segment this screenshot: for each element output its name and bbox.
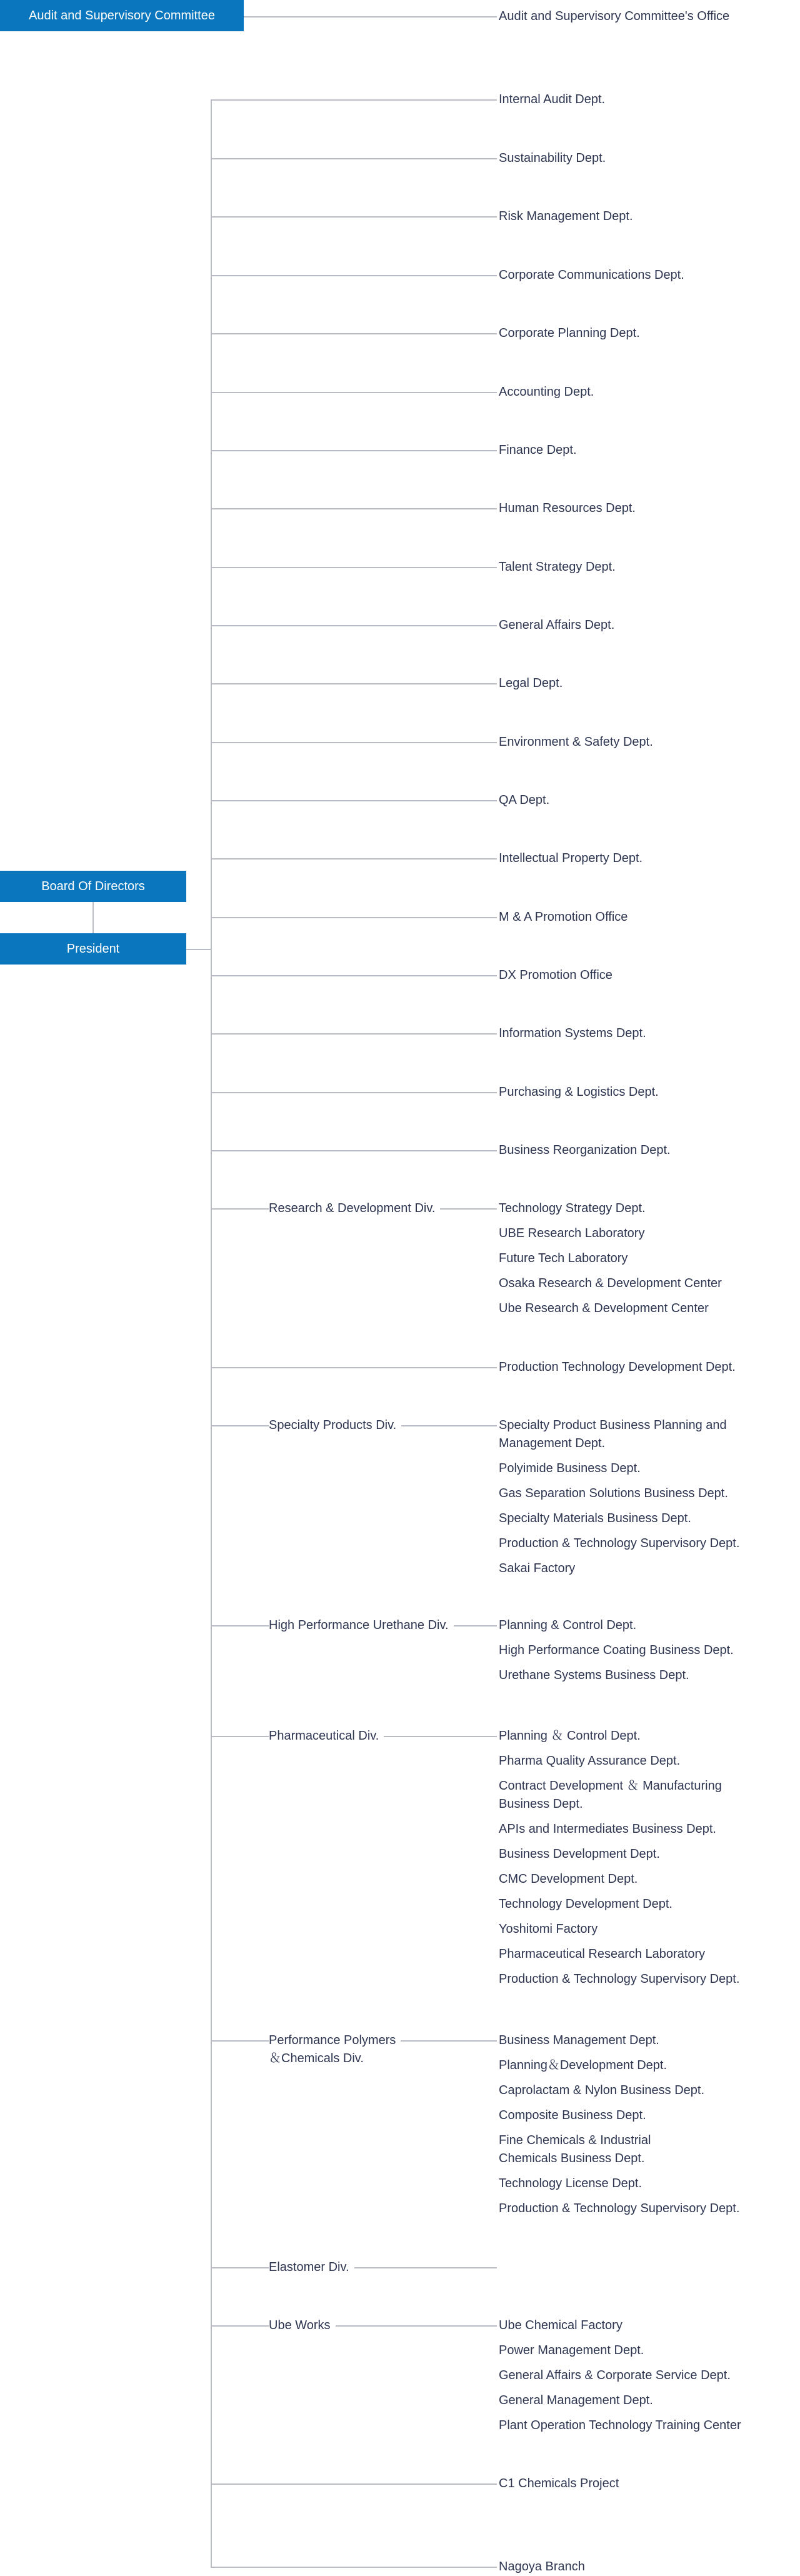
branch-connector xyxy=(211,2567,497,2568)
sub-unit-label: General Affairs & Corporate Service Dept. xyxy=(499,2368,731,2382)
division-label: Pharmaceutical Div. xyxy=(269,1727,384,1745)
sub-unit-label: Planning & Control Dept. xyxy=(499,1618,637,1632)
department-label: Environment & Safety Dept. xyxy=(499,735,653,749)
president-trunk-connector xyxy=(186,949,211,950)
department-label: Intellectual Property Dept. xyxy=(499,851,643,865)
sub-unit-label: Specialty Materials Business Dept. xyxy=(499,1511,691,1525)
branch-connector xyxy=(211,333,497,334)
branch-connector xyxy=(211,567,497,568)
sub-unit-label: UBE Research Laboratory xyxy=(499,1226,645,1240)
division-label: Performance Polymers ＆Chemicals Div. xyxy=(269,2032,401,2068)
department-label: Corporate Communications Dept. xyxy=(499,268,684,282)
sub-unit-label: Future Tech Laboratory xyxy=(499,1251,628,1265)
division-label: High Performance Urethane Div. xyxy=(269,1616,454,1635)
sub-unit-label: Sakai Factory xyxy=(499,1561,576,1575)
sub-unit-label: Technology Development Dept. xyxy=(499,1897,672,1911)
board-president-connector xyxy=(92,902,94,933)
division-label: Research & Development Div. xyxy=(269,1200,440,1218)
department-label: Business Reorganization Dept. xyxy=(499,1143,671,1157)
branch-connector xyxy=(211,508,497,509)
sub-unit-label: Plant Operation Technology Training Center xyxy=(499,2418,741,2432)
branch-connector xyxy=(211,158,497,159)
branch-connector xyxy=(211,2325,497,2327)
department-label: Accounting Dept. xyxy=(499,385,594,399)
president-box: President xyxy=(0,933,186,965)
sub-unit-label: Osaka Research & Development Center xyxy=(499,1276,722,1290)
sub-unit-label: Production & Technology Supervisory Dept. xyxy=(499,2202,740,2215)
department-label: Risk Management Dept. xyxy=(499,209,633,223)
sub-unit-label: Fine Chemicals & Industrial Chemicals Business Dept. xyxy=(499,2133,651,2165)
department-label: QA Dept. xyxy=(499,793,550,807)
sub-unit-label: Pharmaceutical Research Laboratory xyxy=(499,1947,706,1961)
branch-connector xyxy=(211,742,497,743)
branch-connector xyxy=(211,1092,497,1093)
board-box: Board Of Directors xyxy=(0,871,186,902)
department-label: C1 Chemicals Project xyxy=(499,2477,619,2490)
branch-connector xyxy=(211,683,497,684)
sub-unit-label: Ube Chemical Factory xyxy=(499,2318,622,2332)
branch-connector xyxy=(211,800,497,801)
sub-unit-label: Caprolactam & Nylon Business Dept. xyxy=(499,2083,705,2097)
sub-unit-label: Power Management Dept. xyxy=(499,2343,644,2357)
sub-unit-label: Yoshitomi Factory xyxy=(499,1922,598,1936)
sub-unit-label: General Management Dept. xyxy=(499,2393,653,2407)
branch-connector xyxy=(211,275,497,276)
sub-unit-label: Polyimide Business Dept. xyxy=(499,1461,641,1475)
branch-connector xyxy=(211,99,497,101)
sub-unit-label: Composite Business Dept. xyxy=(499,2108,646,2122)
audit-committee-box: Audit and Supervisory Committee xyxy=(0,0,244,31)
sub-unit-label: Specialty Product Business Planning and Management Dept. xyxy=(499,1418,727,1450)
department-label: Legal Dept. xyxy=(499,676,563,690)
branch-connector xyxy=(211,2483,497,2485)
trunk-line xyxy=(211,99,212,2568)
department-label: Finance Dept. xyxy=(499,443,577,457)
branch-connector xyxy=(211,216,497,218)
division-label: Elastomer Div. xyxy=(269,2258,354,2277)
department-label: General Affairs Dept. xyxy=(499,618,615,632)
sub-unit-label: APIs and Intermediates Business Dept. xyxy=(499,1822,716,1836)
department-label: Talent Strategy Dept. xyxy=(499,560,616,574)
sub-unit-label: Production & Technology Supervisory Dept. xyxy=(499,1972,740,1986)
branch-connector xyxy=(211,858,497,860)
department-label: Sustainability Dept. xyxy=(499,151,606,165)
branch-connector xyxy=(211,1367,497,1368)
branch-connector xyxy=(211,975,497,976)
sub-unit-label: Contract Development ＆ Manufacturing Business Dept. xyxy=(499,1779,722,1811)
audit-office-label: Audit and Supervisory Committee's Office xyxy=(499,9,730,23)
branch-connector xyxy=(211,392,497,393)
sub-unit-label: Gas Separation Solutions Business Dept. xyxy=(499,1486,728,1500)
department-label: Corporate Planning Dept. xyxy=(499,326,640,340)
division-label: Specialty Products Div. xyxy=(269,1416,401,1435)
branch-connector xyxy=(211,625,497,626)
sub-unit-label: High Performance Coating Business Dept. xyxy=(499,1643,734,1657)
sub-unit-label: Urethane Systems Business Dept. xyxy=(499,1668,689,1682)
department-label: DX Promotion Office xyxy=(499,968,612,982)
department-label: Human Resources Dept. xyxy=(499,501,636,515)
branch-connector xyxy=(211,917,497,918)
sub-unit-label: Planning＆Development Dept. xyxy=(499,2058,668,2072)
audit-connector xyxy=(244,16,497,18)
department-label: M & A Promotion Office xyxy=(499,910,628,924)
sub-unit-label: CMC Development Dept. xyxy=(499,1872,638,1886)
department-label: Production Technology Development Dept. xyxy=(499,1360,736,1374)
division-label: Ube Works xyxy=(269,2317,336,2335)
branch-connector xyxy=(211,1033,497,1035)
sub-unit-label: Technology License Dept. xyxy=(499,2177,642,2190)
sub-unit-label: Pharma Quality Assurance Dept. xyxy=(499,1754,681,1768)
sub-unit-label: Ube Research & Development Center xyxy=(499,1301,709,1315)
sub-unit-label: Production & Technology Supervisory Dept. xyxy=(499,1536,740,1550)
department-label: Information Systems Dept. xyxy=(499,1026,646,1040)
sub-unit-label: Business Management Dept. xyxy=(499,2033,659,2047)
sub-unit-label: Planning ＆ Control Dept. xyxy=(499,1729,641,1743)
department-label: Purchasing & Logistics Dept. xyxy=(499,1085,659,1099)
sub-unit-label: Technology Strategy Dept. xyxy=(499,1201,646,1215)
branch-connector xyxy=(211,450,497,451)
department-label: Internal Audit Dept. xyxy=(499,93,606,106)
department-label: Nagoya Branch xyxy=(499,2560,585,2573)
sub-unit-label: Business Development Dept. xyxy=(499,1847,660,1861)
branch-connector xyxy=(211,1150,497,1151)
